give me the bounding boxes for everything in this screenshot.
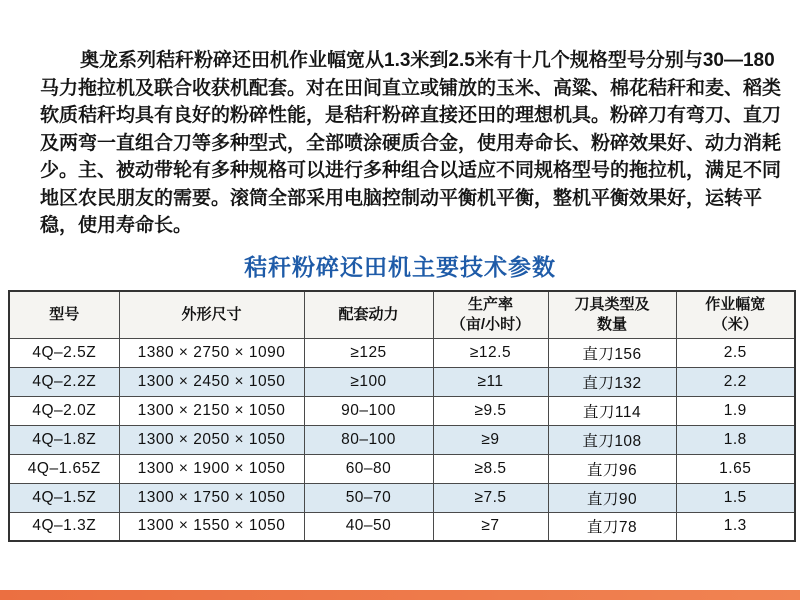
- table-title: 秸秆粉碎还田机主要技术参数: [244, 254, 556, 281]
- column-header: 型号: [9, 291, 119, 338]
- table-row: [9, 483, 795, 512]
- table-cell: 1.9: [676, 396, 795, 425]
- column-header: 刀具类型及 数量: [548, 291, 676, 338]
- table-row: [9, 338, 795, 367]
- table-cell: 1300 × 2050 × 1050: [119, 425, 304, 454]
- intro-line: 少。主、被动带轮有多种规格可以进行多种组合以适应不同规格型号的拖拉机，满足不同: [40, 160, 782, 181]
- table-cell: 4Q–1.65Z: [9, 454, 119, 483]
- table-row: [9, 512, 795, 541]
- intro-paragraph: [40, 47, 782, 240]
- column-header: 生产率 （亩/小时）: [433, 291, 548, 338]
- spec-table-header-row: [9, 291, 795, 338]
- table-cell: ≥7.5: [433, 483, 548, 512]
- table-cell: 1300 × 1750 × 1050: [119, 483, 304, 512]
- spec-table-head: [9, 291, 795, 338]
- table-row: [9, 367, 795, 396]
- column-header: 外形尺寸: [119, 291, 304, 338]
- table-cell: 50–70: [304, 483, 433, 512]
- intro-line: 马力拖拉机及联合收获机配套。对在田间直立或铺放的玉米、高粱、棉花秸秆和麦、稻类: [40, 77, 782, 99]
- spec-table: [8, 290, 796, 542]
- table-cell: ≥9: [433, 425, 548, 454]
- intro-line: 奥龙系列秸秆粉碎还田机作业幅宽从1.3米到2.5米有十几个规格型号分别与30—180: [80, 50, 775, 71]
- column-header: 作业幅宽 （米）: [676, 291, 795, 338]
- table-cell: 1.5: [676, 483, 795, 512]
- table-cell: 1.3: [676, 512, 795, 541]
- table-cell: 1300 × 1900 × 1050: [119, 454, 304, 483]
- table-cell: 4Q–1.8Z: [9, 425, 119, 454]
- table-cell: ≥7: [433, 512, 548, 541]
- table-cell: 1.8: [676, 425, 795, 454]
- column-header: 配套动力: [304, 291, 433, 338]
- table-cell: ≥125: [304, 338, 433, 367]
- table-cell: 直刀90: [548, 483, 676, 512]
- table-row: [9, 454, 795, 483]
- table-cell: 直刀114: [548, 396, 676, 425]
- table-row: [9, 425, 795, 454]
- intro-line: 地区农民朋友的需要。滚筒全部采用电脑控制动平衡机平衡，整机平衡效果好，运转平: [40, 187, 763, 209]
- intro-line: 稳，使用寿命长。: [40, 215, 193, 236]
- table-cell: 1300 × 2450 × 1050: [119, 367, 304, 396]
- table-cell: 直刀96: [548, 454, 676, 483]
- table-cell: ≥9.5: [433, 396, 548, 425]
- table-cell: 1.65: [676, 454, 795, 483]
- table-cell: 直刀156: [548, 338, 676, 367]
- table-row: [9, 396, 795, 425]
- table-cell: 4Q–2.0Z: [9, 396, 119, 425]
- table-cell: 直刀132: [548, 367, 676, 396]
- table-cell: 2.2: [676, 367, 795, 396]
- table-cell: ≥100: [304, 367, 433, 396]
- intro-line: 软质秸秆均具有良好的粉碎性能，是秸秆粉碎直接还田的理想机具。粉碎刀有弯刀、直刀: [40, 105, 782, 126]
- table-cell: 4Q–1.3Z: [9, 512, 119, 541]
- table-cell: 60–80: [304, 454, 433, 483]
- intro-line: 及两弯一直组合刀等多种型式，全部喷涂硬质合金，使用寿命长、粉碎效果好、动力消耗: [40, 132, 782, 154]
- table-cell: 1380 × 2750 × 1090: [119, 338, 304, 367]
- bottom-accent-bar: [0, 590, 800, 600]
- table-cell: 直刀108: [548, 425, 676, 454]
- table-cell: 1300 × 1550 × 1050: [119, 512, 304, 541]
- table-cell: 4Q–2.5Z: [9, 338, 119, 367]
- table-cell: ≥8.5: [433, 454, 548, 483]
- table-cell: 2.5: [676, 338, 795, 367]
- table-cell: 40–50: [304, 512, 433, 541]
- table-cell: ≥12.5: [433, 338, 548, 367]
- table-cell: 90–100: [304, 396, 433, 425]
- table-cell: ≥11: [433, 367, 548, 396]
- table-cell: 直刀78: [548, 512, 676, 541]
- spec-table-body: [9, 338, 795, 541]
- table-cell: 80–100: [304, 425, 433, 454]
- table-cell: 4Q–2.2Z: [9, 367, 119, 396]
- table-cell: 1300 × 2150 × 1050: [119, 396, 304, 425]
- table-cell: 4Q–1.5Z: [9, 483, 119, 512]
